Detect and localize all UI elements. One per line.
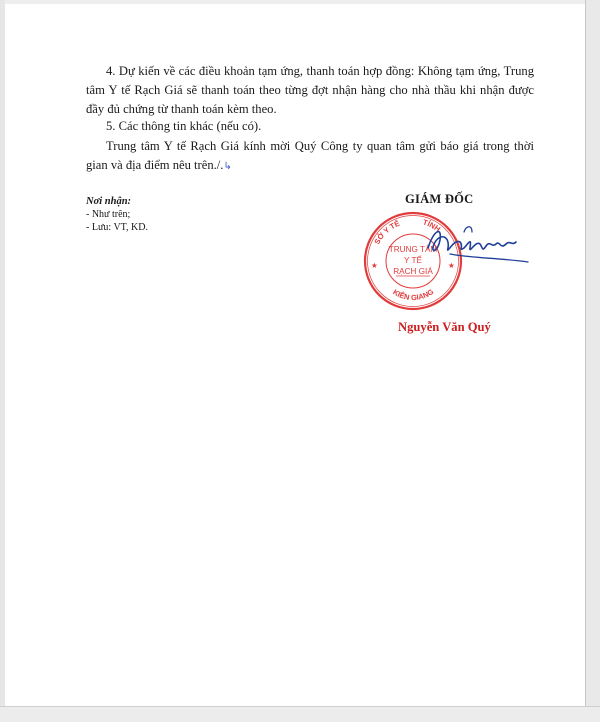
seal-star-right: ★ — [448, 261, 455, 270]
signer-name: Nguyễn Văn Quý — [398, 320, 491, 334]
initial-mark: ↳ — [223, 161, 232, 172]
seal-center-line: RẠCH GIÁ — [393, 267, 433, 276]
viewer-top-border — [0, 0, 600, 4]
viewer-left-border — [0, 0, 5, 721]
viewer-bottom-bar — [0, 706, 600, 722]
paragraph-other-info: 5. Các thông tin khác (nếu có). — [106, 119, 262, 133]
recipient-item: - Lưu: VT, KD. — [86, 222, 148, 233]
viewer-right-margin — [586, 0, 600, 721]
recipients-block — [86, 195, 148, 234]
seal-ring-left: SỞ Y TẾ — [372, 218, 402, 246]
paragraph-invitation — [86, 137, 534, 176]
signer-role: GIÁM ĐỐC — [405, 192, 474, 206]
invitation-text: Trung tâm Y tế Rạch Giá kính mời Quý Công ty quan tâm gửi báo giá trong thời gian và địa điểm nêu trên./. — [86, 139, 534, 172]
recipients-title: Nơi nhận: — [86, 196, 132, 207]
seal-ring-bottom: KIÊN GIANG — [391, 287, 436, 303]
seal-star-left: ★ — [371, 261, 378, 270]
seal-center-line: Y TẾ — [404, 256, 422, 265]
paragraph-payment-terms: 4. Dự kiến về các điều khoản tạm ứng, thanh toán hợp đồng: Không tạm ứng, Trung tâm Y tế Rạch Giá sẽ thanh toán theo từng đợt nhận hàng cho nhà thầu khi nhận được đầy đủ chứng từ thanh toán kèm theo. — [86, 64, 534, 116]
seal-center-line: TRUNG TÂM — [388, 245, 438, 254]
recipient-item: - Như trên; — [86, 209, 131, 220]
handwritten-signature — [420, 218, 532, 268]
seal-ring-top: TỈNH — [421, 217, 443, 234]
